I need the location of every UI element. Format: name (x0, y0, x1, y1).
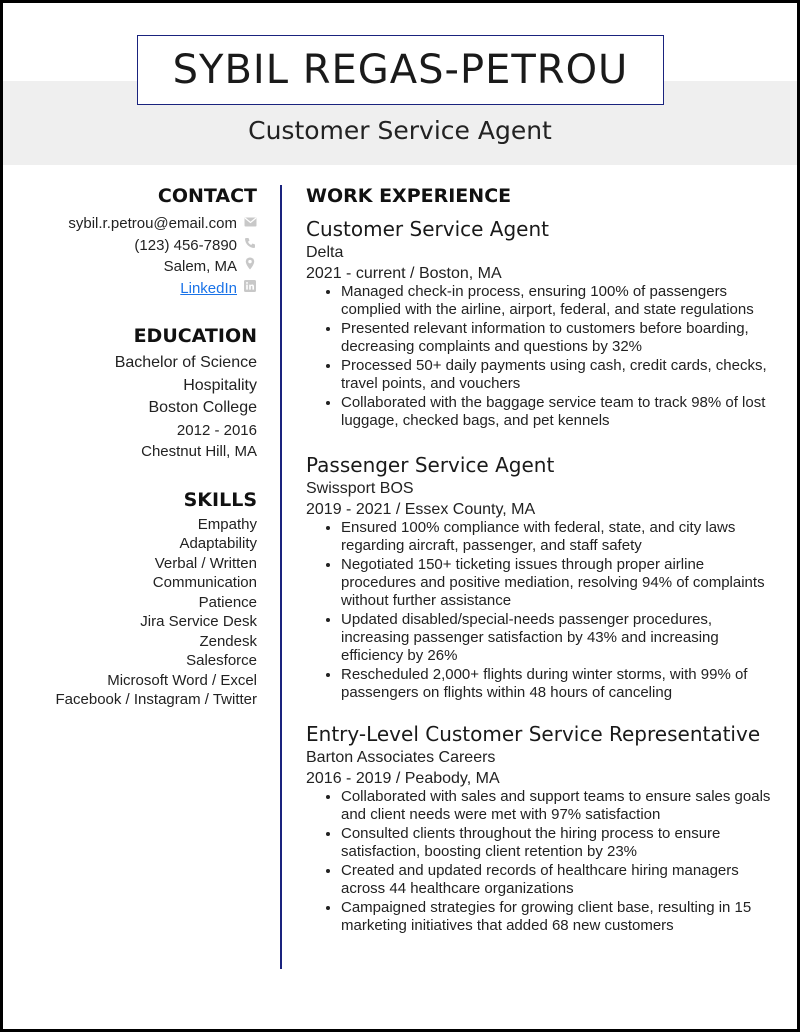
contact-heading: CONTACT (157, 185, 257, 207)
phone-text: (123) 456-7890 (134, 236, 237, 254)
education-major: Hospitality (183, 376, 257, 394)
job-title: Customer Service Agent (306, 217, 549, 241)
bullet-item: • Rescheduled 2,000+ flights during winter storms, with 99% of passengers on flights within 48 hours of canceling (341, 666, 776, 702)
bullet-item: • Campaigned strategies for growing client base, resulting in 15 marketing initiatives that added 68 new customers (341, 899, 776, 935)
location-pin-icon (243, 256, 257, 278)
candidate-name: SYBIL REGAS-PETROU (172, 47, 629, 93)
bullet-item: • Presented relevant information to customers before boarding, decreasing complaints and questions by 32% (341, 320, 776, 356)
education-location: Chestnut Hill, MA (141, 443, 257, 460)
name-box (137, 35, 664, 105)
job-entry (306, 453, 776, 703)
job-company: Swissport BOS (306, 480, 414, 497)
bullet-item: • Collaborated with sales and support teams to ensure sales goals and client needs were met with 97% satisfaction (341, 788, 776, 824)
bullet-item: • Consulted clients throughout the hiring process to ensure satisfaction, boosting client retention by 23% (341, 825, 776, 861)
job-bullets (306, 519, 776, 702)
linkedin-link[interactable]: LinkedIn (180, 279, 237, 297)
skill-item: Salesforce (186, 652, 257, 669)
skill-item: Verbal / Written (154, 554, 257, 572)
column-divider (280, 185, 282, 969)
job-bullets (306, 788, 776, 935)
email-text: sybil.r.petrou@email.com (68, 215, 237, 232)
education-school: Boston College (148, 399, 257, 416)
skill-item: Zendesk (199, 632, 257, 650)
skill-item: Patience (198, 593, 257, 611)
job-dates-location: 2019 - 2021 / Essex County, MA (306, 501, 536, 518)
skill-item: Jira Service Desk (140, 613, 257, 630)
main-content (306, 185, 776, 934)
job-company: Barton Associates Careers (306, 749, 496, 766)
skill-item: Facebook / Instagram / Twitter (55, 691, 257, 708)
envelope-icon (243, 213, 257, 235)
skill-item: Adaptability (179, 535, 257, 552)
contact-phone (3, 235, 257, 257)
skill-item: Microsoft Word / Excel (107, 671, 257, 689)
work-heading: WORK EXPERIENCE (306, 185, 512, 207)
job-entry (306, 722, 776, 936)
job-title: Passenger Service Agent (306, 453, 555, 477)
bullet-item: • Managed check-in process, ensuring 100% of passengers complied with the airline, airport, federal, and state regulations (341, 283, 776, 319)
skills-heading: SKILLS (183, 488, 257, 511)
sidebar (3, 185, 257, 710)
education-degree: Bachelor of Science (114, 354, 257, 371)
education-section (3, 325, 257, 463)
job-company: Delta (306, 244, 344, 261)
bullet-item: • Ensured 100% compliance with federal, state, and city laws regarding aircraft, passenger, and staff safety (341, 519, 776, 555)
skill-item: Communication (152, 574, 257, 591)
job-title: Entry-Level Customer Service Representative (306, 722, 761, 746)
linkedin-icon (243, 278, 257, 300)
headline-title: Customer Service Agent (248, 116, 552, 145)
education-years: 2012 - 2016 (176, 421, 257, 439)
contact-location (3, 256, 257, 278)
contact-email (3, 213, 257, 235)
location-text: Salem, MA (163, 258, 237, 275)
job-dates-location: 2016 - 2019 / Peabody, MA (306, 770, 500, 787)
bullet-item: • Collaborated with the baggage service team to track 98% of lost luggage, checked bags, and pet kennels (341, 394, 776, 430)
skill-item: Empathy (197, 515, 257, 533)
job-bullets (306, 283, 776, 430)
job-entry (306, 217, 776, 431)
contact-section (3, 185, 257, 299)
phone-icon (243, 235, 257, 257)
bullet-item: • Updated disabled/special-needs passenger procedures, increasing passenger satisfaction by 43% and increasing efficiency by 26% (341, 611, 776, 665)
education-heading: EDUCATION (133, 325, 257, 347)
job-dates-location: 2021 - current / Boston, MA (306, 265, 502, 282)
bullet-item: • Processed 50+ daily payments using cash, credit cards, checks, travel points, and vouchers (341, 357, 776, 393)
skills-section (3, 489, 257, 710)
bullet-item: • Created and updated records of healthcare hiring managers across 44 healthcare organizations (341, 862, 776, 898)
bullet-item: • Negotiated 150+ ticketing issues through proper airline procedures and positive mediation, resolving 94% of complaints without further assistance (341, 556, 776, 610)
contact-linkedin (3, 278, 257, 300)
